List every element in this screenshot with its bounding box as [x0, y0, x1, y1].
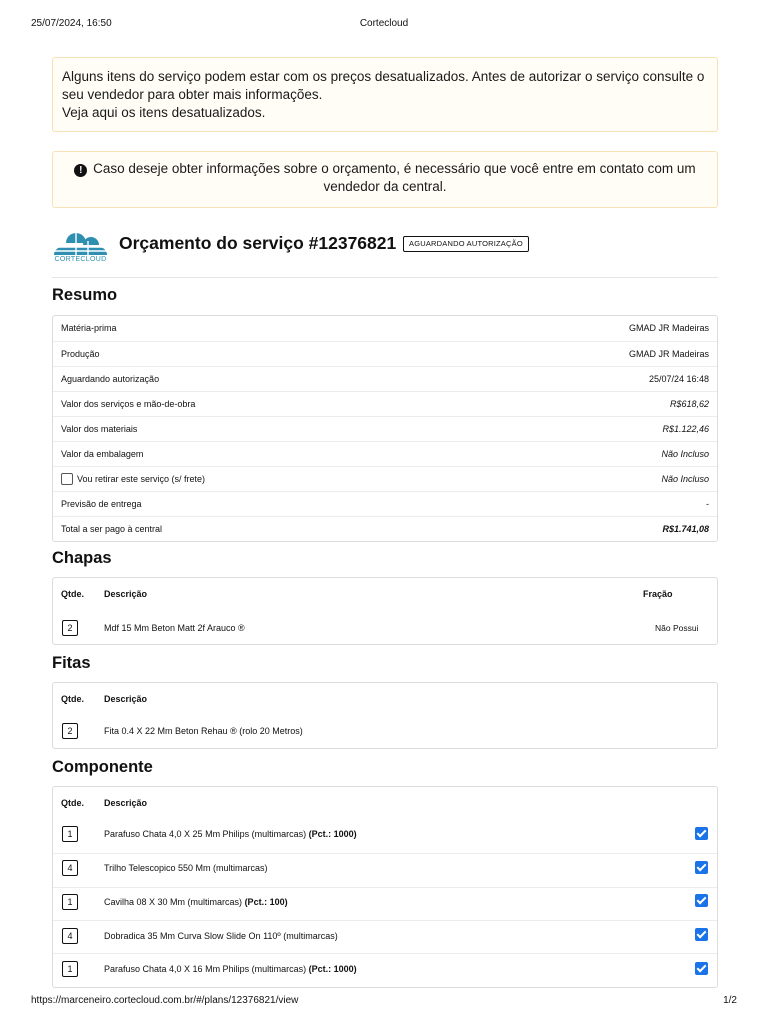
summary-label: Total a ser pago à central — [61, 524, 163, 534]
col-header-desc: Descrição — [104, 589, 148, 599]
item-checkbox[interactable] — [695, 928, 708, 941]
item-desc-text: Parafuso Chata 4,0 X 25 Mm Philips (multimarcas) — [104, 829, 307, 839]
summary-value: Não Incluso — [661, 449, 709, 459]
summary-value: R$1.122,46 — [662, 424, 709, 434]
row-divider — [53, 953, 717, 954]
divider — [52, 277, 718, 278]
pickup-checkbox[interactable] — [61, 473, 73, 485]
item-desc-text: Cavilha 08 X 30 Mm (multimarcas) — [104, 897, 243, 907]
componente-card — [52, 786, 718, 988]
summary-total-value: R$1.741,08 — [662, 524, 709, 534]
exclamation-circle-icon: ! — [74, 164, 87, 177]
item-checkbox[interactable] — [695, 962, 708, 975]
summary-label: Produção — [61, 349, 100, 359]
summary-row-materiais — [53, 416, 717, 441]
summary-row-servicos — [53, 391, 717, 416]
item-description: Fita 0.4 X 22 Mm Beton Rehau ® (rolo 20 Metros) — [104, 726, 303, 736]
summary-label: Aguardando autorização — [61, 374, 160, 384]
componente-title: Componente — [52, 758, 153, 776]
col-header-desc: Descrição — [104, 798, 148, 808]
summary-row-embalagem — [53, 441, 717, 466]
item-checkbox[interactable] — [695, 894, 708, 907]
print-header — [31, 18, 737, 30]
col-header-qty: Qtde. — [61, 694, 85, 704]
qty-box: 2 — [62, 723, 78, 739]
col-header-qty: Qtde. — [61, 589, 85, 599]
col-header-frac: Fração — [643, 589, 673, 599]
fitas-card — [52, 682, 718, 749]
row-divider — [53, 920, 717, 921]
summary-label: Valor dos materiais — [61, 424, 138, 434]
contact-alert — [52, 151, 718, 208]
summary-row-retirar — [53, 466, 717, 491]
col-header-desc: Descrição — [104, 694, 148, 704]
item-description — [104, 964, 357, 974]
page-title: Orçamento do serviço #12376821 — [119, 233, 397, 253]
print-footer — [31, 995, 737, 1007]
summary-label: Vou retirar este serviço (s/ frete) — [77, 474, 206, 484]
summary-value: 25/07/24 16:48 — [648, 374, 709, 384]
summary-row-total — [53, 516, 717, 541]
item-checkbox[interactable] — [695, 827, 708, 840]
summary-label: Previsão de entrega — [61, 499, 142, 509]
summary-value: - — [706, 499, 709, 509]
item-description: Dobradica 35 Mm Curva Slow Slide On 110º (multimarcas) — [104, 931, 338, 941]
item-pack-size: (Pct.: 100) — [244, 897, 288, 907]
print-url: https://marceneiro.cortecloud.com.br/#/plans/12376821/view — [31, 995, 299, 1006]
pickup-checkbox-label[interactable] — [61, 473, 205, 485]
summary-row-materia-prima — [53, 316, 717, 341]
chapas-title: Chapas — [52, 549, 112, 567]
print-title: Cortecloud — [359, 18, 409, 29]
item-description — [104, 897, 288, 907]
item-description: Trilho Telescopico 550 Mm (multimarcas) — [104, 863, 268, 873]
item-pack-size: (Pct.: 1000) — [308, 829, 357, 839]
summary-label: Valor da embalagem — [61, 449, 144, 459]
item-checkbox[interactable] — [695, 861, 708, 874]
item-description — [104, 829, 357, 839]
print-datetime: 25/07/2024, 16:50 — [31, 18, 112, 29]
outdated-items-link[interactable]: Veja aqui os itens desatualizados. — [62, 105, 266, 120]
item-pack-size: (Pct.: 1000) — [308, 964, 357, 974]
qty-box: 2 — [62, 620, 78, 636]
summary-row-aguardando — [53, 366, 717, 391]
summary-title: Resumo — [52, 286, 118, 304]
summary-value: Não Incluso — [661, 474, 709, 484]
qty-box: 1 — [62, 826, 78, 842]
qty-box: 4 — [62, 860, 78, 876]
outdated-alert-text: Alguns itens do serviço podem estar com os preços desatualizados. Antes de autorizar o serviço consulte o seu vendedor para obter mais informações. — [62, 69, 705, 102]
summary-row-producao — [53, 341, 717, 366]
summary-value: GMAD JR Madeiras — [628, 349, 709, 359]
summary-label: Valor dos serviços e mão-de-obra — [61, 399, 196, 409]
chapas-card — [52, 577, 718, 645]
page-number: 1/2 — [723, 995, 737, 1006]
status-badge: AGUARDANDO AUTORIZAÇÃO — [403, 236, 529, 252]
fitas-title: Fitas — [52, 654, 91, 672]
contact-alert-text: Caso deseje obter informações sobre o orçamento, é necessário que você entre em contato com um vendedor da central. — [93, 161, 696, 194]
summary-value: R$618,62 — [669, 399, 709, 409]
qty-box: 1 — [62, 894, 78, 910]
col-header-qty: Qtde. — [61, 798, 85, 808]
outdated-prices-alert — [52, 57, 718, 132]
item-fraction: Não Possui — [655, 623, 699, 633]
logo-text: CORTECLOUD — [54, 256, 107, 263]
summary-value: GMAD JR Madeiras — [628, 323, 709, 333]
qty-box: 4 — [62, 928, 78, 944]
item-description: Mdf 15 Mm Beton Matt 2f Arauco ® — [104, 623, 245, 633]
summary-row-previsao — [53, 491, 717, 516]
qty-box: 1 — [62, 961, 78, 977]
summary-label: Matéria-prima — [61, 323, 117, 333]
summary-card — [52, 315, 718, 542]
row-divider — [53, 853, 717, 854]
row-divider — [53, 887, 717, 888]
item-desc-text: Parafuso Chata 4,0 X 16 Mm Philips (multimarcas) — [104, 964, 307, 974]
